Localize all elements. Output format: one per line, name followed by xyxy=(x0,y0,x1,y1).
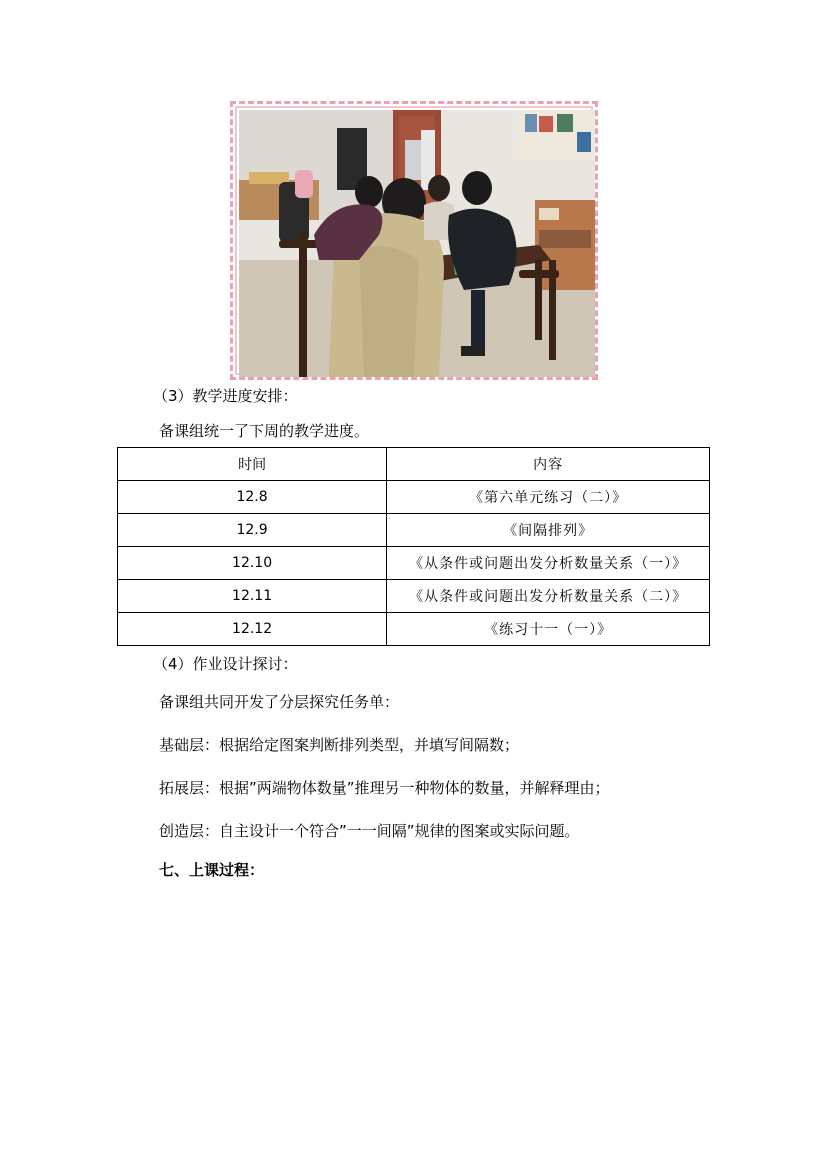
row-date: 12.9 xyxy=(118,514,387,547)
table-row xyxy=(118,580,710,613)
level-extended: 拓展层：根据”两端物体数量”推理另一种物体的数量，并解释理由； xyxy=(159,779,610,797)
table-row xyxy=(118,481,710,514)
row-content: 《第六单元练习（二）》 xyxy=(387,481,710,514)
section3-intro: 备课组统一了下周的教学进度。 xyxy=(159,422,370,440)
meeting-photo-frame xyxy=(230,101,598,380)
section4-heading: （4）作业设计探讨： xyxy=(153,655,298,673)
row-content: 《间隔排列》 xyxy=(387,514,710,547)
meeting-photo xyxy=(239,110,595,377)
row-date: 12.8 xyxy=(118,481,387,514)
row-content: 《从条件或问题出发分析数量关系（一）》 xyxy=(387,547,710,580)
level-creative: 创造层：自主设计一个符合”一一间隔”规律的图案或实际问题。 xyxy=(159,822,580,840)
table-row xyxy=(118,547,710,580)
section7-heading: 七、上课过程： xyxy=(159,861,265,879)
section3-heading: （3）教学进度安排： xyxy=(153,387,298,405)
table-row xyxy=(118,514,710,547)
row-date: 12.10 xyxy=(118,547,387,580)
schedule-table xyxy=(117,447,710,646)
row-date: 12.12 xyxy=(118,613,387,646)
table-header-row xyxy=(118,448,710,481)
section4-intro: 备课组共同开发了分层探究任务单： xyxy=(159,693,400,711)
level-basic: 基础层：根据给定图案判断排列类型，并填写间隔数； xyxy=(159,736,520,754)
header-time: 时间 xyxy=(118,448,387,481)
row-date: 12.11 xyxy=(118,580,387,613)
header-content: 内容 xyxy=(387,448,710,481)
row-content: 《练习十一（一）》 xyxy=(387,613,710,646)
row-content: 《从条件或问题出发分析数量关系（二）》 xyxy=(387,580,710,613)
table-row xyxy=(118,613,710,646)
